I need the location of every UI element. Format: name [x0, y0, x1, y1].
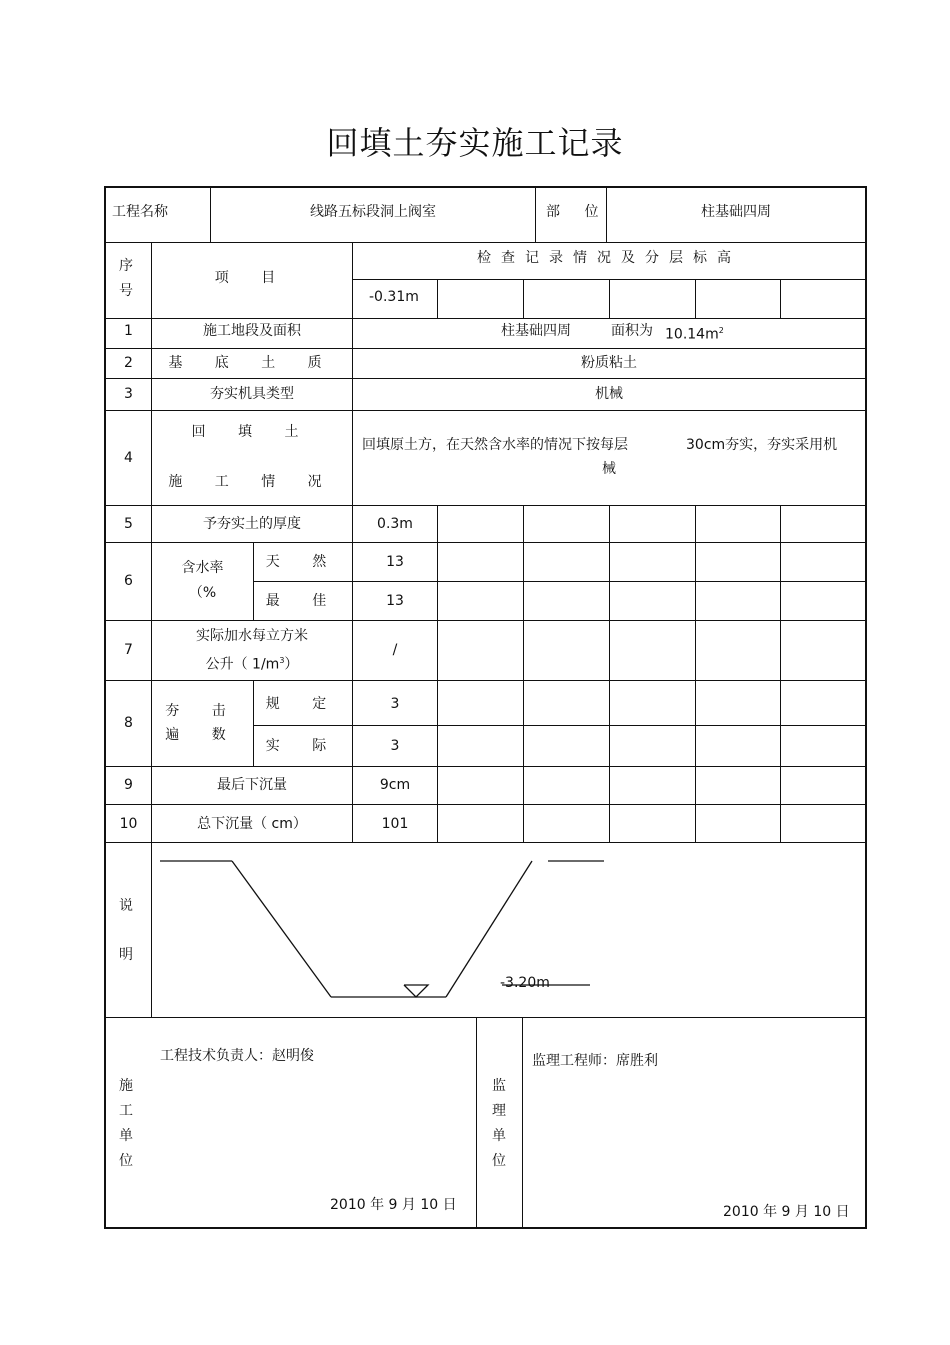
- seq-header-1: 序: [119, 258, 133, 274]
- row4-value-line2: 械: [602, 461, 616, 477]
- page-title: 回填土夯实施工记录: [326, 124, 624, 162]
- project-name-label: 工程名称: [112, 204, 168, 220]
- row6-item-line1: 含水率: [181, 560, 224, 576]
- supervisor: 监理工程师：席胜利: [532, 1053, 658, 1069]
- location-label: 部 位: [546, 204, 609, 220]
- row4-no: 4: [124, 450, 133, 466]
- row4-item-line1: 回 填 土: [191, 424, 313, 440]
- row10-no: 10: [119, 816, 138, 832]
- notes-label-1: 说: [119, 898, 133, 914]
- row7-item-line1: 实际加水每立方米: [196, 628, 308, 644]
- row3-value: 机械: [595, 386, 623, 402]
- row8-item-line2: 遍 数: [165, 727, 240, 743]
- row4-value-line1a: 回填原土方，在天然含水率的情况下按每层: [362, 437, 628, 453]
- row1-no: 1: [124, 323, 133, 339]
- row6-val2: 13: [386, 593, 404, 609]
- row3-item: 夯实机具类型: [210, 386, 294, 402]
- depth-label: -3.20m: [500, 975, 550, 991]
- row7-no: 7: [124, 642, 133, 658]
- date-right: 2010 年 9 月 10 日: [723, 1204, 850, 1220]
- row7-unit-close: ）: [284, 656, 299, 673]
- row1-area-value: [665, 322, 724, 344]
- notes-label-2: 明: [119, 947, 133, 963]
- row10-value: 101: [381, 816, 409, 832]
- row7-unit-sup: 3: [279, 656, 285, 665]
- construction-unit-label: 施工单位: [119, 1078, 133, 1169]
- row2-item: 基 底 土 质: [168, 355, 336, 371]
- row2-value: 粉质粘土: [581, 355, 637, 371]
- row1-item: 施工地段及面积: [203, 323, 301, 339]
- row5-no: 5: [124, 516, 133, 532]
- elevation-value: -0.31m: [369, 289, 419, 305]
- row2-no: 2: [124, 355, 133, 371]
- elevation-marker-icon: [404, 985, 428, 997]
- row8-item-line1: 夯 击: [165, 703, 240, 719]
- row6-no: 6: [124, 573, 133, 589]
- project-name-value: 线路五标段洞上阀室: [310, 204, 436, 220]
- record-header: 检查记录情况及分层标高: [477, 250, 741, 266]
- row8-no: 8: [124, 715, 133, 731]
- row8-sub1: 规 定: [265, 696, 341, 712]
- row6-item-line2: （%: [188, 585, 217, 601]
- row5-value: 0.3m: [377, 516, 413, 532]
- row7-value: /: [392, 642, 398, 658]
- row9-no: 9: [124, 777, 133, 793]
- row8-val1: 3: [390, 696, 400, 712]
- row1-area-number: 10.14m: [665, 326, 719, 343]
- date-left: 2010 年 9 月 10 日: [330, 1197, 457, 1213]
- supervision-unit-label: 监理单位: [492, 1078, 506, 1169]
- row7-item-line2: [152, 652, 352, 674]
- row9-item: 最后下沉量: [217, 777, 287, 793]
- row4-item-line2: 施 工 情 况: [168, 474, 336, 490]
- tech-lead: 工程技术负责人：赵明俊: [160, 1048, 314, 1064]
- row1-location: 柱基础四周: [501, 323, 571, 339]
- row4-value-line1b: 30cm夯实，夯实采用机: [686, 437, 838, 453]
- row1-area-sup: 2: [718, 326, 724, 335]
- location-value: 柱基础四周: [701, 204, 771, 220]
- row9-value: 9cm: [379, 777, 411, 793]
- row3-no: 3: [124, 386, 133, 402]
- trench-slope-left: [232, 861, 331, 997]
- item-header: 项 目: [214, 270, 290, 286]
- seq-header-2: 号: [119, 283, 133, 299]
- row5-item: 予夯实土的厚度: [203, 516, 301, 532]
- row7-unit: 公升（ 1/m: [205, 656, 280, 673]
- row6-sub1: 天 然: [265, 554, 341, 570]
- row10-item: 总下沉量（ cm）: [197, 816, 307, 832]
- row1-area-label: 面积为: [611, 323, 653, 339]
- row6-sub2: 最 佳: [265, 593, 341, 609]
- row6-val1: 13: [386, 554, 404, 570]
- row8-val2: 3: [390, 738, 400, 754]
- row8-sub2: 实 际: [265, 738, 341, 754]
